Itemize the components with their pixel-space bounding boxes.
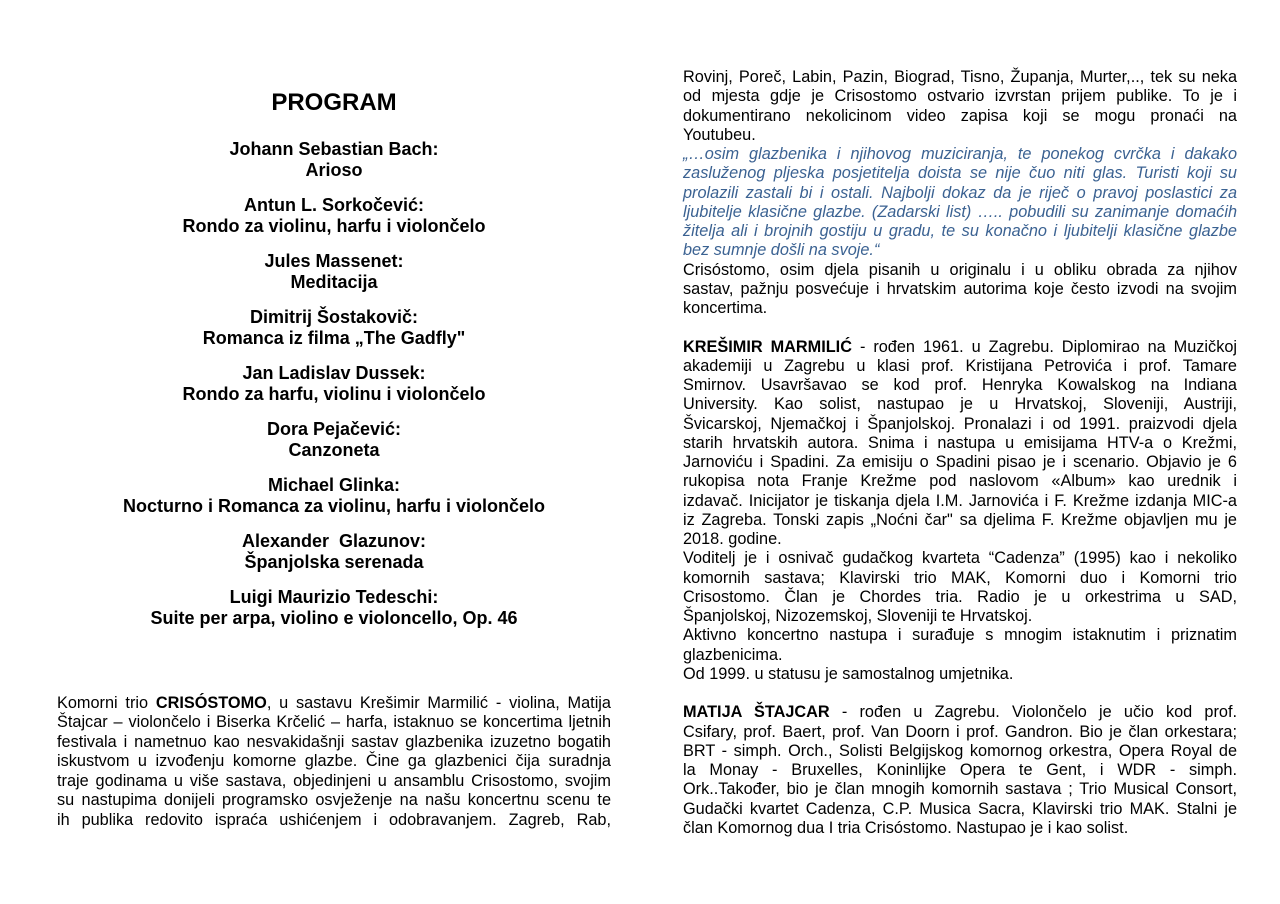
program-item: [57, 419, 611, 475]
bio-line: akademiji u Zagrebu u klasi prof. Kristijana Petrovića i prof. Tamare: [683, 356, 1237, 375]
press-quote-line: „…osim glazbenika i njihovog muziciranja, te ponekog cvrčka i dakako: [683, 145, 1237, 163]
bio-line: la Monay - Bruxelles, Koninlijke Opera te Gent, i WDR - simph.: [683, 761, 1237, 779]
bio-line: Švicarskoj, Njemačkoj i Španjolskoj. Pronalazi i od 1991. praizvodi djela: [683, 414, 1237, 433]
bio-line: Gudački kvartet Cadenza, C.P. Musica Sacra, Klavirski trio MAK. Stalni je: [683, 799, 1237, 818]
intro-line: traje godinama u više sastava, objedinjeni u ansamblu Crisostomo, svojim: [57, 771, 611, 790]
paragraph-spacer: [683, 318, 1237, 337]
continuation-line: od mjesta gdje je Crisostomo ostvario izvrstan prijem publike. To je i: [683, 87, 1237, 106]
paragraph-spacer: [683, 684, 1237, 703]
intro-text: , u sastavu Krešimir Marmilić - violina, Matija: [266, 694, 611, 712]
work-title: Španjolska serenada: [244, 551, 424, 572]
program-item: [57, 363, 611, 419]
bio-line: Od 1999. u statusu je samostalnog umjetnika.: [683, 664, 1014, 683]
intro-line: Štajcar – violončelo i Biserka Krčelić – harfa, istaknuo se koncertima ljetnih: [57, 713, 611, 732]
bio-line: komornih sastava; Klavirski trio MAK, Komorni duo i Komorni trio: [683, 568, 1237, 587]
bio-line: starih hrvatskih autora. Snima i nastupa u emisijama HTV-a o Krežmi,: [683, 433, 1237, 452]
bio-name-marmilic: KREŠIMIR MARMILIĆ: [683, 337, 852, 356]
repertoire-line: koncertima.: [683, 299, 768, 317]
program-item: [57, 195, 611, 251]
bio-line: Voditelj je i osnivač gudačkog kvarteta “Cadenza” (1995) kao i nekoliko: [683, 549, 1237, 568]
composer-name: Dimitrij Šostakovič:: [249, 307, 419, 327]
right-page-text: [683, 68, 1237, 838]
bio-line: rukopisa nota Franje Krežme pod naslovom «Album» kao urednik i: [683, 472, 1237, 491]
program-item: [57, 587, 611, 643]
work-title: Canzoneta: [288, 439, 380, 460]
continuation-line: dokumentirano nekolicinom video zapisa koji se mogu pronaći na: [683, 106, 1237, 125]
press-quote-line: ljubitelje klasične glazbe. (Zadarski list) ….. pobudili su zanimanje domaćih: [683, 202, 1237, 221]
bio-line: član Komornog dua I tria Crisóstomo. Nastupao je i kao solist.: [683, 818, 1129, 837]
intro-paragraph: [57, 694, 611, 830]
composer-name: Dora Pejačević:: [266, 419, 402, 439]
program-item: [57, 139, 611, 195]
bio-text: - rođen 1961. u Zagrebu. Diplomirao na Muzičkoj: [851, 337, 1238, 356]
work-title: Nocturno i Romanca za violinu, harfu i violončelo: [122, 495, 546, 516]
program-item: [57, 531, 611, 587]
intro-line: festivala i nametnuo kao nesvakidašnji sastav glazbenika izuzetno bogatih: [57, 732, 611, 751]
intro-line: ih publika redovito ispraća ushićenjem i odobravanjem. Zagreb, Rab,: [57, 810, 611, 829]
composer-name: Jan Ladislav Dussek:: [242, 363, 426, 383]
continuation-line: Rovinj, Poreč, Labin, Pazin, Biograd, Tisno, Županja, Murter,.., tek su neka: [683, 68, 1237, 86]
press-quote-line: bez sumnje došli na svoje.“: [683, 241, 880, 260]
bio-line: Ork..Također, bio je član mnogih komornih sastava ; Trio Musical Consort,: [683, 780, 1237, 799]
program-list: [57, 139, 611, 643]
program-item: [57, 307, 611, 363]
composer-name: Jules Massenet:: [264, 251, 404, 271]
press-quote-line: prolazili zastali bi i ostali. Najbolji dokaz da je riječ o pravoj poslastici za: [683, 183, 1237, 202]
bio-line: [683, 703, 1237, 722]
ensemble-name: CRISÓSTOMO: [155, 694, 267, 712]
work-title: Rondo za harfu, violinu i violončelo: [182, 383, 486, 404]
composer-name: Luigi Maurizio Tedeschi:: [229, 587, 439, 607]
intro-lead: Komorni trio: [57, 694, 156, 712]
bio-line: Jarnoviću i Spadini. Za emisiju o Spadini pisao je i scenario. Objavio je 6: [683, 453, 1237, 471]
bio-name-stajcar: MATIJA ŠTAJCAR: [683, 703, 830, 722]
bio-line: [683, 338, 1237, 357]
bio-line: izdavač. Inicijator je tiskanja djela I.M. Jarnovića i F. Krežme izdanja MIC-a: [683, 491, 1237, 510]
repertoire-line: Crisóstomo, osim djela pisanih u originalu i u obliku obrada za njihov: [683, 260, 1237, 279]
work-title: Suite per arpa, violino e violoncello, Op. 46: [150, 607, 518, 628]
bio-line: glazbenicima.: [683, 645, 783, 664]
bio-line: Crisostomo. Član je Chordes tria. Radio je u orkestrima u SAD,: [683, 587, 1237, 606]
bio-line: Csifary, prof. Baert, prof. Van Doorn i prof. Gandron. Bio je član orkestara;: [683, 722, 1237, 741]
bio-text: - rođen u Zagrebu. Violončelo je učio kod prof.: [829, 703, 1237, 722]
work-title: Rondo za violinu, harfu i violončelo: [182, 215, 486, 236]
press-quote-line: zasluženog pljeska posjetitelja doista se nije čuo niti glas. Turisti koji su: [683, 164, 1237, 183]
composer-name: Antun L. Sorkočević:: [243, 195, 425, 215]
composer-name: Johann Sebastian Bach:: [229, 139, 439, 159]
composer-name: Michael Glinka:: [267, 475, 401, 495]
intro-line: iskustvom u izvođenju komorne glazbe. Čine ga glazbenici čija suradnja: [57, 752, 611, 771]
continuation-line: Youtubeu.: [683, 125, 756, 144]
program-item: [57, 475, 611, 531]
bio-line: Španjolskoj, Nizozemskoj, Sloveniji te Hrvatskoj.: [683, 607, 1033, 625]
press-quote-line: žitelja ali i brojnih gostiju u gradu, te su konačno i ljubitelji klasične glazbe: [683, 222, 1237, 240]
bio-line: BRT - simph. Orch., Solisti Belgijskog komornog orkestra, Opera Royal de: [683, 741, 1237, 760]
bio-line: University. Kao solist, nastupao je u Hrvatskoj, Sloveniji, Austriji,: [683, 395, 1237, 414]
program-title: PROGRAM: [271, 89, 397, 116]
repertoire-line: sastav, pažnju posvećuje i hrvatskim autorima koje često izvodi na svojim: [683, 279, 1237, 298]
bio-line: 2018. godine.: [683, 530, 782, 548]
intro-line: su nastupima donijeli programsko osvježenje na našu koncertnu scenu te: [57, 791, 611, 810]
bio-line: Smirnov. Usavršavao se kod prof. Henryka Kowalskog na Indiana: [683, 376, 1237, 394]
program-item: [57, 251, 611, 307]
work-title: Arioso: [305, 159, 363, 180]
work-title: Romanca iz filma „The Gadfly": [202, 327, 466, 348]
bio-line: Aktivno koncertno nastupa i surađuje s mnogim istaknutim i priznatim: [683, 626, 1237, 645]
intro-line: [57, 694, 611, 713]
composer-name: Alexander Glazunov:: [241, 531, 427, 551]
bio-line: iz Zagreba. Tonski zapis „Noćni čar" sa djelima F. Krežme objavljen mu je: [683, 510, 1237, 529]
work-title: Meditacija: [290, 271, 378, 292]
